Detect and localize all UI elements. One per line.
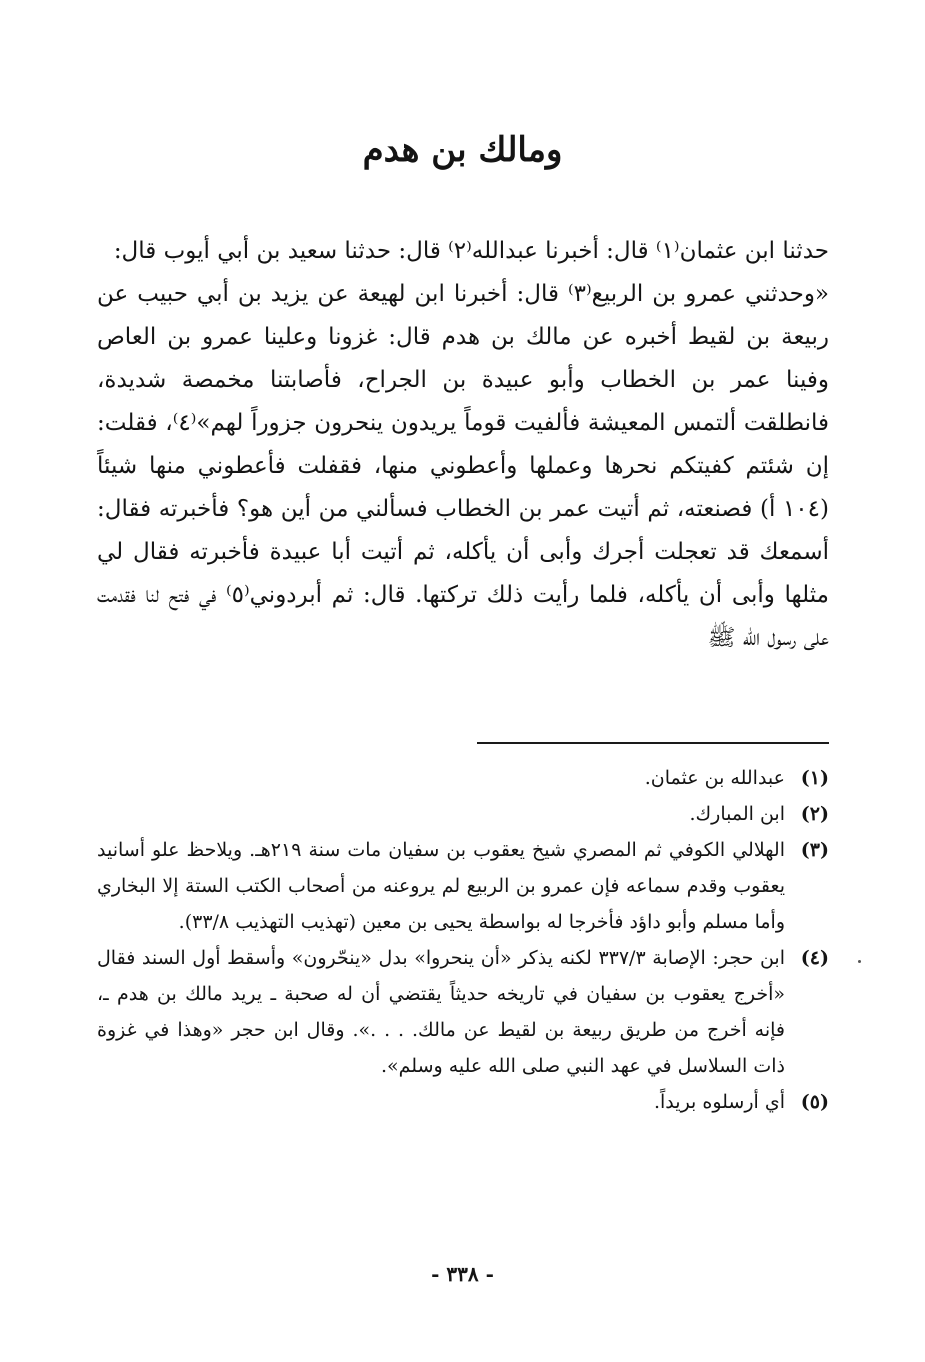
footnote-number: (١) xyxy=(800,767,829,789)
footnote-number: (٢) xyxy=(800,803,829,825)
main-text xyxy=(97,230,829,660)
page-number: - ٣٣٨ - xyxy=(431,1262,494,1286)
footnote-number: (٤) xyxy=(800,947,829,969)
footnote-text: ابن حجر: الإصابة ٣٣٧/٣ لكنه يذكر «أن ينحروا» بدل «ينحّرون» وأسقط أول السند فقال «أخرج يعقوب بن سفيان في تاريخه حديثاً يقتضي أن له صحبة ـ يريد مالك بن هدم ـ، فإنه أخرج من طريق ربيعة بن لقيط عن مالك. . . .». وقال ابن حجر «وهذا في غزوة ذات السلاسل في عهد النبي صلى الله عليه وسلم». xyxy=(97,947,785,1077)
footnote-text: أي أرسلوه بريداً. xyxy=(653,1091,785,1113)
footnote-5 xyxy=(97,1084,829,1120)
footnote-number: (٣) xyxy=(800,839,829,861)
footnote-2 xyxy=(97,796,829,832)
footnote-text: الهلالي الكوفي ثم المصري شيخ يعقوب بن سفيان مات سنة ٢١٩هـ. ويلاحظ علو أسانيد يعقوب وقدم سماعه فإن عمرو بن الربيع لم يروعنه من أصحاب الكتب الستة إلا البخاري وأما مسلم وأبو داؤد فأخرجا له بواسطة يحيى بن معين (تهذيب التهذيب ٣٣/٨). xyxy=(97,839,785,933)
footnote-1 xyxy=(97,760,829,796)
footnote-3 xyxy=(97,832,829,940)
scan-speck xyxy=(858,960,861,963)
footnote-4 xyxy=(97,940,829,1084)
footnote-text: ابن المبارك. xyxy=(689,803,785,825)
paragraph-narration: «وحدثني عمرو بن الربيع⁽٣⁾ قال: أخبرنا ابن لهيعة عن يزيد بن أبي حبيب عن ربيعة بن لقيط أخبره عن مالك بن هدم قال: غزونا وعلينا عمرو بن العاص وفينا عمر بن الخطاب وأبو عبيدة بن الجراح، فأصابتنا مخمصة شديدة، فانطلقت ألتمس المعيشة فألفيت قوماً يريدون ينحرون جزوراً لهم»⁽٤⁾، فقلت: إن شئتم كفيتكم نحرها وعملها وأعطوني منها، فقفلت فأعطوني منها شيئاً (١٠٤ أ) فصنعته، ثم أتيت عمر بن الخطاب فسألني من أين هو؟ فأخبرته فقال: أسمعك قد تعجلت أجرك وأبى أن يأكله، ثم أتيت أبا عبيدة فأخبرته فقال لي مثلها وأبى أن يأكله، فلما رأيت ذلك تركتها. قال: ثم أبردوني⁽٥⁾ في فتح لنا فقدمت على رسول الله ﷺ xyxy=(97,281,830,651)
footnotes-list xyxy=(97,760,829,1120)
footnote-text: عبدالله بن عثمان. xyxy=(644,767,785,789)
footnote-separator xyxy=(477,742,829,744)
footnote-number: (٥) xyxy=(800,1091,829,1113)
section-title: ومالك بن هدم xyxy=(362,130,563,170)
paragraph-isnad: حدثنا ابن عثمان⁽١⁾ قال: أخبرنا عبدالله⁽٢⁾ قال: حدثنا سعيد بن أبي أيوب قال: xyxy=(113,238,829,264)
